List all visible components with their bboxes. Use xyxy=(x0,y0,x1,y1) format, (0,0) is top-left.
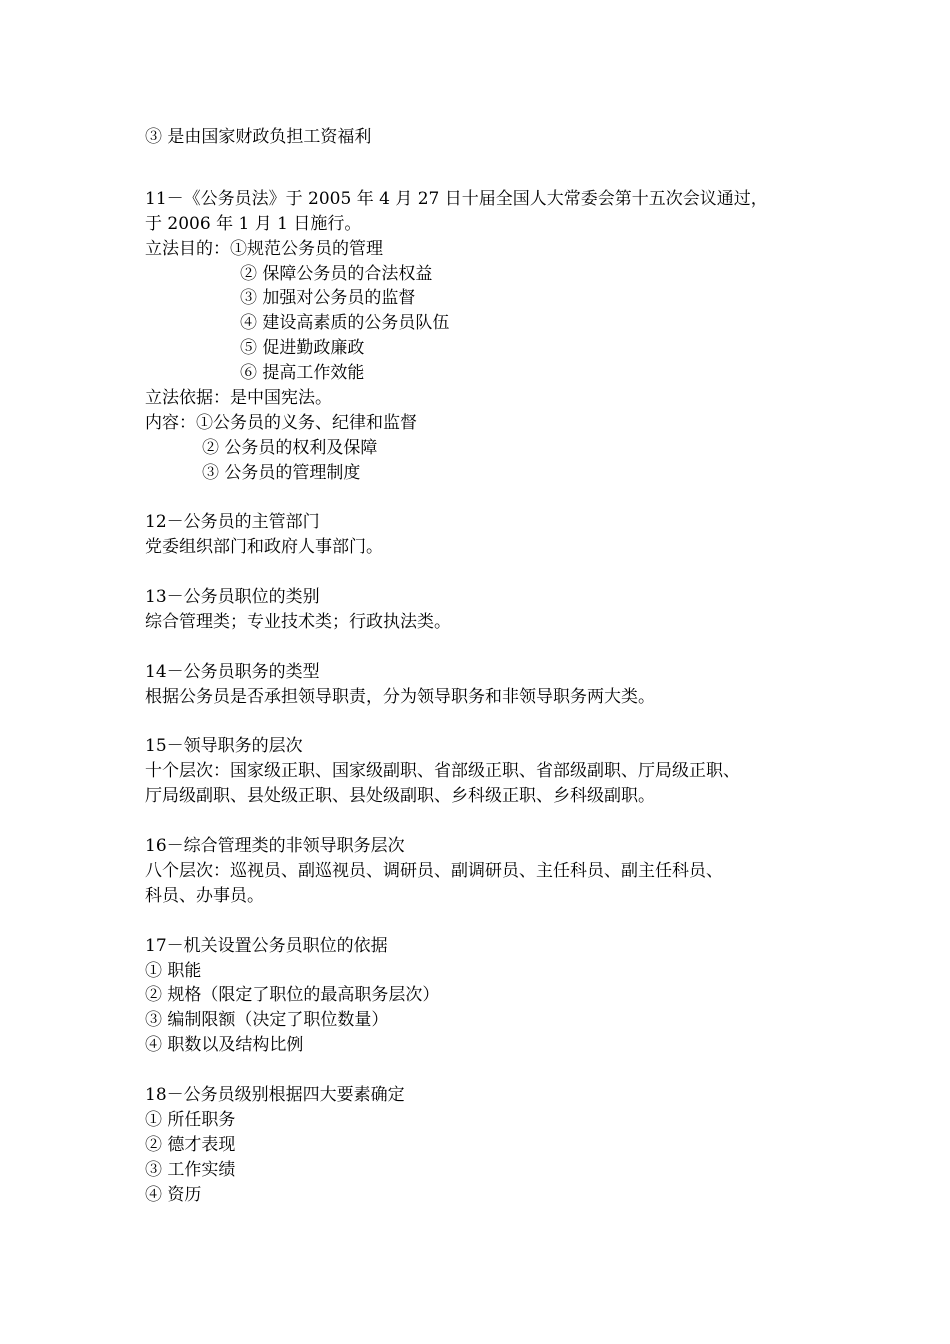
section-12-title: 12－公务员的主管部门 xyxy=(145,512,320,533)
section-17-title: 17－机关设置公务员职位的依据 xyxy=(145,935,388,956)
content-item: ③ 公务员的管理制度 xyxy=(202,462,361,483)
spacer xyxy=(145,635,835,660)
legislative-basis: 立法依据：是中国宪法。 xyxy=(145,388,332,409)
section-15-title: 15－领导职务的层次 xyxy=(145,736,303,757)
section-15-body-2: 厅局级副职、县处级正职、县处级副职、乡科级正职、乡科级副职。 xyxy=(145,786,655,807)
section-18-item: ① 所任职务 xyxy=(145,1109,236,1130)
section-11-line-1: 11－《公务员法》于 2005 年 4 月 27 日十届全国人大常委会第十五次会议通过， xyxy=(145,188,768,209)
section-13-body: 综合管理类；专业技术类；行政执法类。 xyxy=(145,612,451,633)
spacer xyxy=(145,560,835,585)
section-18-title: 18－公务员级别根据四大要素确定 xyxy=(145,1084,405,1105)
section-18-item: ③ 工作实绩 xyxy=(145,1159,236,1180)
section-18-item: ② 德才表现 xyxy=(145,1134,236,1155)
section-11-line-2: 于 2006 年 1 月 1 日施行。 xyxy=(145,213,362,234)
purpose-item: ③ 加强对公务员的监督 xyxy=(240,288,416,309)
content-item: ② 公务员的权利及保障 xyxy=(202,437,378,458)
section-18-item: ④ 资历 xyxy=(145,1184,202,1205)
purpose-item: ④ 建设高素质的公务员队伍 xyxy=(240,313,450,334)
section-12-body: 党委组织部门和政府人事部门。 xyxy=(145,537,383,558)
section-14-title: 14－公务员职务的类型 xyxy=(145,661,320,682)
spacer xyxy=(145,486,835,511)
section-17-item: ④ 职数以及结构比例 xyxy=(145,1035,304,1056)
intro-item-3: ③ 是由国家财政负担工资福利 xyxy=(145,127,372,147)
section-16-body-1: 八个层次：巡视员、副巡视员、调研员、副调研员、主任科员、副主任科员、 xyxy=(145,860,723,881)
section-16-title: 16－综合管理类的非领导职务层次 xyxy=(145,836,405,857)
purpose-item: ⑤ 促进勤政廉政 xyxy=(240,338,365,359)
spacer xyxy=(145,809,835,834)
section-17-item: ① 职能 xyxy=(145,960,202,981)
spacer xyxy=(145,909,835,934)
section-16-body-2: 科员、办事员。 xyxy=(145,885,264,906)
content-label: 内容：①公务员的义务、纪律和监督 xyxy=(145,412,417,433)
section-17-item: ③ 编制限额（决定了职位数量） xyxy=(145,1010,389,1031)
spacer xyxy=(145,150,835,187)
purpose-label: 立法目的：①规范公务员的管理 xyxy=(145,238,383,259)
document-body xyxy=(145,125,835,1207)
spacer xyxy=(145,1058,835,1083)
section-13-title: 13－公务员职位的类别 xyxy=(145,587,320,608)
section-14-body: 根据公务员是否承担领导职责，分为领导职务和非领导职务两大类。 xyxy=(145,686,655,707)
purpose-item: ② 保障公务员的合法权益 xyxy=(240,263,433,284)
section-15-body-1: 十个层次：国家级正职、国家级副职、省部级正职、省部级副职、厅局级正职、 xyxy=(145,761,740,782)
purpose-item: ⑥ 提高工作效能 xyxy=(240,363,365,384)
spacer xyxy=(145,710,835,735)
section-17-item: ② 规格（限定了职位的最高职务层次） xyxy=(145,985,440,1006)
